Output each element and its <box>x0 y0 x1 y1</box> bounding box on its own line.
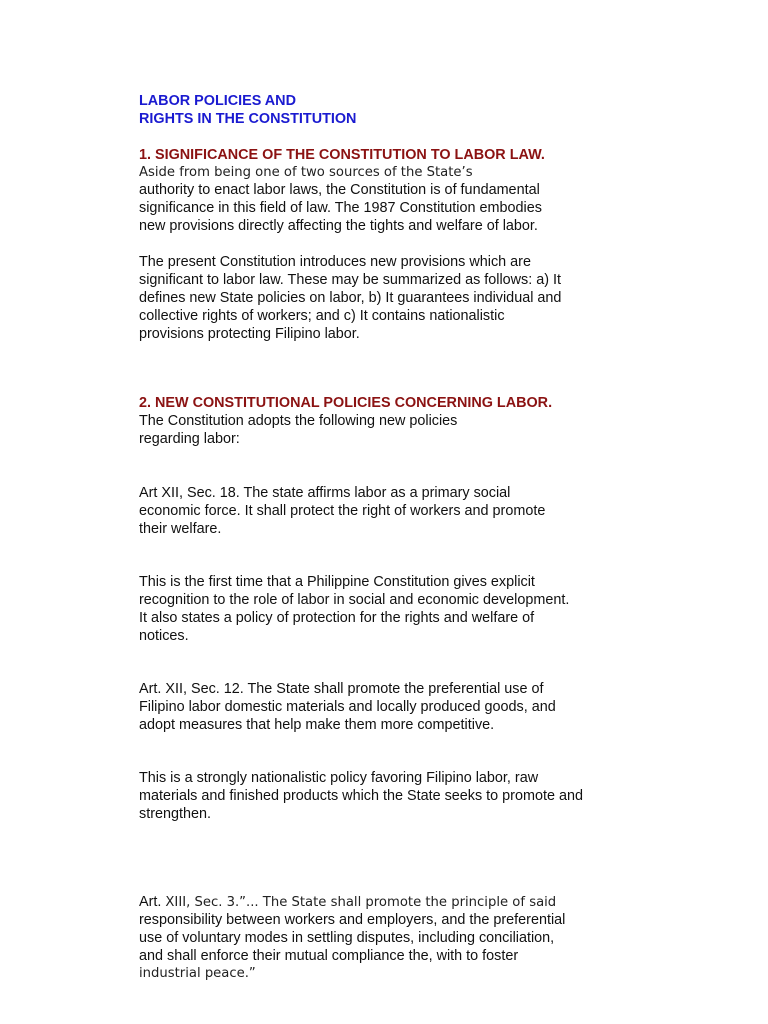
section-2-intro-line: regarding labor: <box>139 431 240 447</box>
section-1-heading: 1. SIGNIFICANCE OF THE CONSTITUTION TO LABOR LAW. <box>139 147 545 163</box>
section-1-paragraph-2-line: defines new State policies on labor, b) It guarantees individual and <box>139 290 562 306</box>
art-xii-sec-12-line: Art. XII, Sec. 12. The State shall promote the preferential use of <box>139 681 544 697</box>
art-xiii-sec-3-last-light: industrial peace.” <box>139 966 256 981</box>
art-xii-sec-18-line: their welfare. <box>139 521 222 537</box>
commentary-sec-18-line: It also states a policy of protection for the rights and welfare of <box>139 610 535 626</box>
section-2-intro-line: The Constitution adopts the following new policies <box>139 413 458 429</box>
commentary-sec-12-line: strengthen. <box>139 806 212 822</box>
art-xiii-first-light: XIII, Sec. 3.”... The State shall promote the principle of said <box>165 895 557 910</box>
art-xiii-prefix: Art. <box>139 894 166 910</box>
art-xiii-sec-3-line: responsibility between workers and employers, and the preferential <box>139 912 566 928</box>
commentary-sec-18-line: notices. <box>139 628 189 644</box>
document-title-line-2: RIGHTS IN THE CONSTITUTION <box>139 111 357 127</box>
section-1-paragraph-2-line: provisions protecting Filipino labor. <box>139 326 360 342</box>
document-title-line-1: LABOR POLICIES AND <box>139 93 296 109</box>
art-xii-sec-18-line: Art XII, Sec. 18. The state affirms labor as a primary social <box>139 485 511 501</box>
section-1-paragraph-1-line: authority to enact labor laws, the Constitution is of fundamental <box>139 182 540 198</box>
section-1-paragraph-1-line: significance in this field of law. The 1987 Constitution embodies <box>139 200 542 216</box>
art-xiii-sec-3-first-line <box>139 893 556 912</box>
section-1-intro-light: Aside from being one of two sources of the State’s <box>139 165 473 180</box>
art-xiii-sec-3-line: and shall enforce their mutual compliance the, with to foster <box>139 948 519 964</box>
section-1-paragraph-2-line: The present Constitution introduces new provisions which are <box>139 254 531 270</box>
art-xiii-sec-3-line: use of voluntary modes in settling disputes, including conciliation, <box>139 930 555 946</box>
section-2-heading: 2. NEW CONSTITUTIONAL POLICIES CONCERNING LABOR. <box>139 395 553 411</box>
commentary-sec-12-line: This is a strongly nationalistic policy favoring Filipino labor, raw <box>139 770 539 786</box>
art-xii-sec-12-line: Filipino labor domestic materials and locally produced goods, and <box>139 699 556 715</box>
art-xii-sec-18-line: economic force. It shall protect the right of workers and promote <box>139 503 546 519</box>
art-xii-sec-12-line: adopt measures that help make them more competitive. <box>139 717 495 733</box>
commentary-sec-12-line: materials and finished products which the State seeks to promote and <box>139 788 583 804</box>
commentary-sec-18-line: recognition to the role of labor in social and economic development. <box>139 592 570 608</box>
section-1-paragraph-1-line: new provisions directly affecting the tights and welfare of labor. <box>139 218 538 234</box>
section-1-paragraph-2-line: significant to labor law. These may be summarized as follows: a) It <box>139 272 562 288</box>
commentary-sec-18-line: This is the first time that a Philippine Constitution gives explicit <box>139 574 535 590</box>
section-1-paragraph-2-line: collective rights of workers; and c) It contains nationalistic <box>139 308 505 324</box>
